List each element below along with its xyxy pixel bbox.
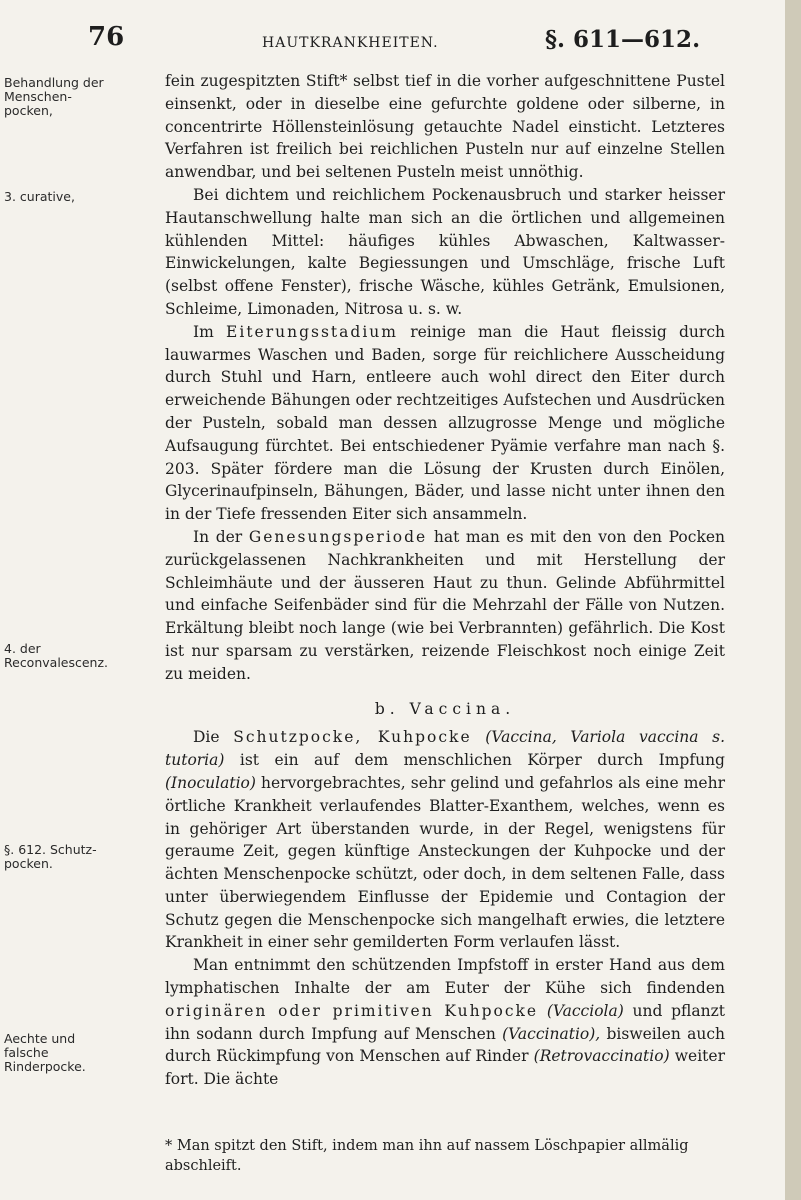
paragraph-3 <box>165 321 725 526</box>
margin-note-reconvalescenz: 4. der Reconvalescenz. <box>4 641 109 670</box>
body-text <box>165 70 725 1091</box>
margin-note-curative: 3. curative, <box>4 189 75 204</box>
running-head: HAUTKRANKHEITEN. <box>262 35 439 51</box>
p6-term: originären oder primitiven Kuhpocke <box>165 1001 539 1020</box>
p6-latin-3: (Retrovaccinatio) <box>533 1047 670 1066</box>
section-range: §. 611—612. <box>545 26 701 53</box>
subheading-vaccina: b. Vaccina. <box>374 699 516 718</box>
paragraph-2: Bei dichtem und reichlichem Pockenausbruch und starker heisser Hautanschwellung halte man sich an die örtlichen und allgemeinen kühlenden Mittel: häufiges kühles Abwaschen, Kaltwasser-Einwickelungen, kalte Begiessungen und Umschläge, frische Luft (selbst offene Fenster), frische Wäsche, kühles Getränk, Emulsionen, Schleime, Limonaden, Nitrosa u. s. w. <box>165 185 725 318</box>
p5-lead: Die <box>193 728 220 747</box>
p3-lead: Im <box>193 322 214 341</box>
p3-term: Eiterungsstadium <box>226 322 398 341</box>
p5-mid: ist ein auf dem menschlichen Körper durch Impfung <box>239 751 725 770</box>
p6-mid: und pflanzt ihn sodann durch Impfung auf Menschen <box>165 1001 725 1043</box>
margin-note-schutzpocken: §. 612. Schutz-pocken. <box>4 842 97 871</box>
p3-rest: reinige man die Haut fleissig durch lauwarmes Waschen und Baden, sorge für reichlichere Ausscheidung durch Stuhl und Harn, entleere auch wohl direct den Eiter durch erweichende Bähungen oder rechtzeitiges Aufstechen und Ausdrücken der Pusteln, sobald man dessen allzugrosse Menge und mögliche Aufsaugung fürchtet. Bei entschiedener Pyämie verfahre man nach §. 203. Später fördere man die Lösung der Krusten durch Einölen, Glycerinaufpinseln, Bähungen, Bäder, und lasse nicht unter ihnen den in der Tiefe fressenden Eiter sich ansammeln. <box>165 322 725 524</box>
p6-lead: Man entnimmt den schützenden Impfstoff in erster Hand aus dem lymphatischen Inhalte der am Euter der Kühe sich findenden <box>165 956 725 998</box>
p6-latin-2: (Vaccinatio), <box>502 1024 601 1043</box>
p4-rest: hat man es mit den von den Pocken zurückgelassenen Nachkrankheiten und mit Herstellung der Schleimhäute und der äusseren Haut zu thun. Gelinde Abführmittel und einfache Seifenbäder sind für die Mehrzahl der Fälle von Nutzen. Erkältung bleibt noch lange (wie bei Verbrannten) gefährlich. Die Kost ist nur sparsam zu verstärken, reizende Fleischkost noch einige Zeit zu meiden. <box>165 527 725 683</box>
footnote: * Man spitzt den Stift, indem man ihn auf nassem Löschpapier allmälig abschleift. <box>165 1138 689 1174</box>
p6-latin: (Vacciola) <box>546 1001 624 1020</box>
p6-rest: weiter fort. Die ächte <box>165 1047 725 1089</box>
paragraph-6 <box>165 954 725 1091</box>
p4-term: Genesungsperiode <box>248 527 428 546</box>
paragraph-4 <box>165 526 725 686</box>
paragraph-1: fein zugespitzten Stift* selbst tief in die vorher aufgeschnittene Pustel einsenkt, oder in dieselbe eine gefurchte goldene oder silberne, in concentrirte Höllensteinlösung getauchte Nadel einsticht. Letzteres Verfahren ist freilich bei reichlichen Pusteln nur auf einzelne Stellen anwendbar, und bei seltenen Pusteln meist unnöthig. <box>165 72 725 182</box>
p6-mid-2: bisweilen auch durch Rückimpfung von Menschen auf Rinder <box>165 1024 725 1066</box>
paragraph-5 <box>165 726 725 954</box>
p5-latin-2: (Inoculatio) <box>165 773 256 792</box>
margin-note-behandlung: Behandlung der Menschen-pocken, <box>4 75 104 118</box>
p5-term: Schutzpocke, Kuhpocke <box>233 728 472 747</box>
margin-note-aechte: Aechte und falsche Rinderpocke. <box>4 1031 86 1074</box>
p5-latin: (Vaccina, Variola vaccina s. tutoria) <box>165 728 726 770</box>
page-number: 76 <box>88 22 125 52</box>
p5-rest: hervorgebrachtes, sehr gelind und gefahrlos als eine mehr örtliche Krankheit verlaufendes Blatter-Exanthem, welches, wenn es in gehöriger Art überstanden wurde, in der Regel, wenigstens für geraume Zeit, gegen künftige Ansteckungen der Kuhpocke und der ächten Menschenpocke schützt, oder doch, in dem seltenen Falle, dass unter überwiegendem Einflusse der Epidemie und Contagion der Schutz gegen die Menschenpocke sich mangelhaft erwies, die letztere Krankheit in einer sehr gemilderten Form verlaufen lässt. <box>165 773 725 952</box>
page-edge-shadow <box>785 0 801 1200</box>
p4-lead: In der <box>193 527 243 546</box>
